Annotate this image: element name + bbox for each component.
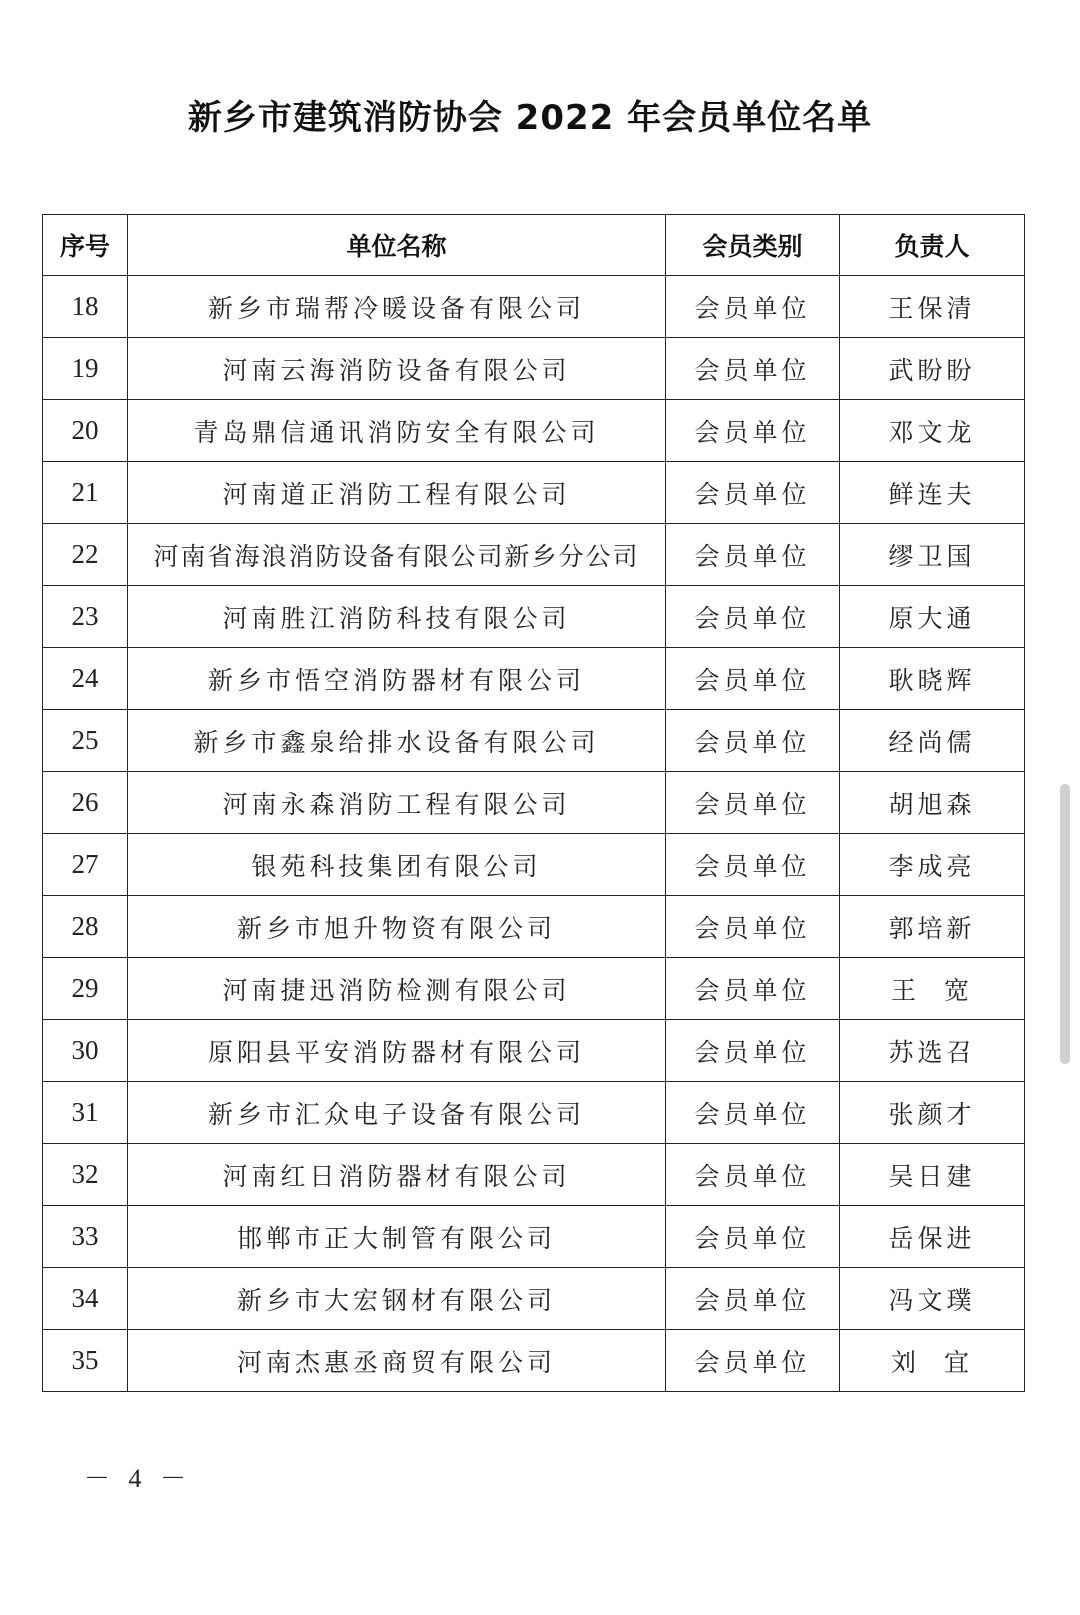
page-title: 新乡市建筑消防协会 2022 年会员单位名单 [187, 98, 873, 138]
row-leader: 原大通 [840, 586, 1025, 648]
row-category: 会员单位 [666, 1268, 840, 1330]
row-unit-name: 银苑科技集团有限公司 [128, 834, 666, 896]
row-leader: 李成亮 [840, 834, 1025, 896]
header-leader: 负责人 [840, 215, 1025, 276]
row-category: 会员单位 [666, 1144, 840, 1206]
row-category: 会员单位 [666, 524, 840, 586]
table-row [43, 958, 1025, 1020]
row-category: 会员单位 [666, 1330, 840, 1392]
row-unit-name: 河南胜江消防科技有限公司 [128, 586, 666, 648]
row-no: 27 [43, 834, 128, 896]
row-leader: 武盼盼 [840, 338, 1025, 400]
row-leader: 邓文龙 [840, 400, 1025, 462]
table-row [43, 772, 1025, 834]
row-no: 21 [43, 462, 128, 524]
row-category: 会员单位 [666, 1082, 840, 1144]
table-row [43, 462, 1025, 524]
page-number: － 4 － [84, 1464, 193, 1493]
row-no: 23 [43, 586, 128, 648]
row-unit-name: 新乡市鑫泉给排水设备有限公司 [128, 710, 666, 772]
row-unit-name: 河南云海消防设备有限公司 [128, 338, 666, 400]
row-category: 会员单位 [666, 1206, 840, 1268]
row-unit-name: 河南捷迅消防检测有限公司 [128, 958, 666, 1020]
header-unit-name: 单位名称 [128, 215, 666, 276]
member-table [42, 214, 1025, 1392]
row-unit-name: 新乡市旭升物资有限公司 [128, 896, 666, 958]
row-unit-name: 新乡市汇众电子设备有限公司 [128, 1082, 666, 1144]
row-no: 19 [43, 338, 128, 400]
row-no: 22 [43, 524, 128, 586]
row-unit-name: 邯郸市正大制管有限公司 [128, 1206, 666, 1268]
table-row [43, 1268, 1025, 1330]
row-category: 会员单位 [666, 648, 840, 710]
row-leader: 岳保进 [840, 1206, 1025, 1268]
row-leader: 郭培新 [840, 896, 1025, 958]
row-leader: 刘 宜 [840, 1330, 1025, 1392]
row-no: 33 [43, 1206, 128, 1268]
table-row [43, 276, 1025, 338]
row-no: 31 [43, 1082, 128, 1144]
table-row [43, 710, 1025, 772]
row-unit-name: 原阳县平安消防器材有限公司 [128, 1020, 666, 1082]
row-category: 会员单位 [666, 462, 840, 524]
row-category: 会员单位 [666, 276, 840, 338]
row-unit-name: 新乡市悟空消防器材有限公司 [128, 648, 666, 710]
table-row [43, 1020, 1025, 1082]
table-row [43, 648, 1025, 710]
row-category: 会员单位 [666, 586, 840, 648]
row-leader: 鲜连夫 [840, 462, 1025, 524]
scrollbar-thumb[interactable] [1060, 784, 1070, 1064]
table-row [43, 586, 1025, 648]
row-no: 18 [43, 276, 128, 338]
row-no: 30 [43, 1020, 128, 1082]
row-unit-name: 河南红日消防器材有限公司 [128, 1144, 666, 1206]
row-no: 34 [43, 1268, 128, 1330]
table-row [43, 400, 1025, 462]
row-no: 32 [43, 1144, 128, 1206]
table-header-row [43, 215, 1025, 276]
row-category: 会员单位 [666, 834, 840, 896]
row-leader: 王 宽 [840, 958, 1025, 1020]
table-row [43, 1330, 1025, 1392]
row-category: 会员单位 [666, 400, 840, 462]
row-unit-name: 河南杰惠丞商贸有限公司 [128, 1330, 666, 1392]
row-leader: 经尚儒 [840, 710, 1025, 772]
row-category: 会员单位 [666, 772, 840, 834]
table-row [43, 834, 1025, 896]
row-leader: 苏选召 [840, 1020, 1025, 1082]
row-category: 会员单位 [666, 710, 840, 772]
row-leader: 冯文璞 [840, 1268, 1025, 1330]
row-no: 35 [43, 1330, 128, 1392]
row-leader: 王保清 [840, 276, 1025, 338]
header-member-category: 会员类别 [666, 215, 840, 276]
table-row [43, 524, 1025, 586]
row-category: 会员单位 [666, 338, 840, 400]
row-category: 会员单位 [666, 958, 840, 1020]
table-row [43, 896, 1025, 958]
row-leader: 胡旭森 [840, 772, 1025, 834]
table-row [43, 1206, 1025, 1268]
row-no: 20 [43, 400, 128, 462]
row-no: 26 [43, 772, 128, 834]
row-category: 会员单位 [666, 896, 840, 958]
row-unit-name: 青岛鼎信通讯消防安全有限公司 [128, 400, 666, 462]
row-no: 28 [43, 896, 128, 958]
row-category: 会员单位 [666, 1020, 840, 1082]
row-leader: 吴日建 [840, 1144, 1025, 1206]
table-row [43, 338, 1025, 400]
row-unit-name: 河南道正消防工程有限公司 [128, 462, 666, 524]
row-no: 29 [43, 958, 128, 1020]
row-no: 25 [43, 710, 128, 772]
row-unit-name: 新乡市瑞帮冷暖设备有限公司 [128, 276, 666, 338]
header-no: 序号 [43, 215, 128, 276]
row-leader: 张颜才 [840, 1082, 1025, 1144]
row-unit-name: 新乡市大宏钢材有限公司 [128, 1268, 666, 1330]
table-row [43, 1082, 1025, 1144]
table-row [43, 1144, 1025, 1206]
row-no: 24 [43, 648, 128, 710]
row-leader: 缪卫国 [840, 524, 1025, 586]
row-unit-name: 河南永森消防工程有限公司 [128, 772, 666, 834]
row-unit-name: 河南省海浪消防设备有限公司新乡分公司 [128, 524, 666, 586]
row-leader: 耿晓辉 [840, 648, 1025, 710]
